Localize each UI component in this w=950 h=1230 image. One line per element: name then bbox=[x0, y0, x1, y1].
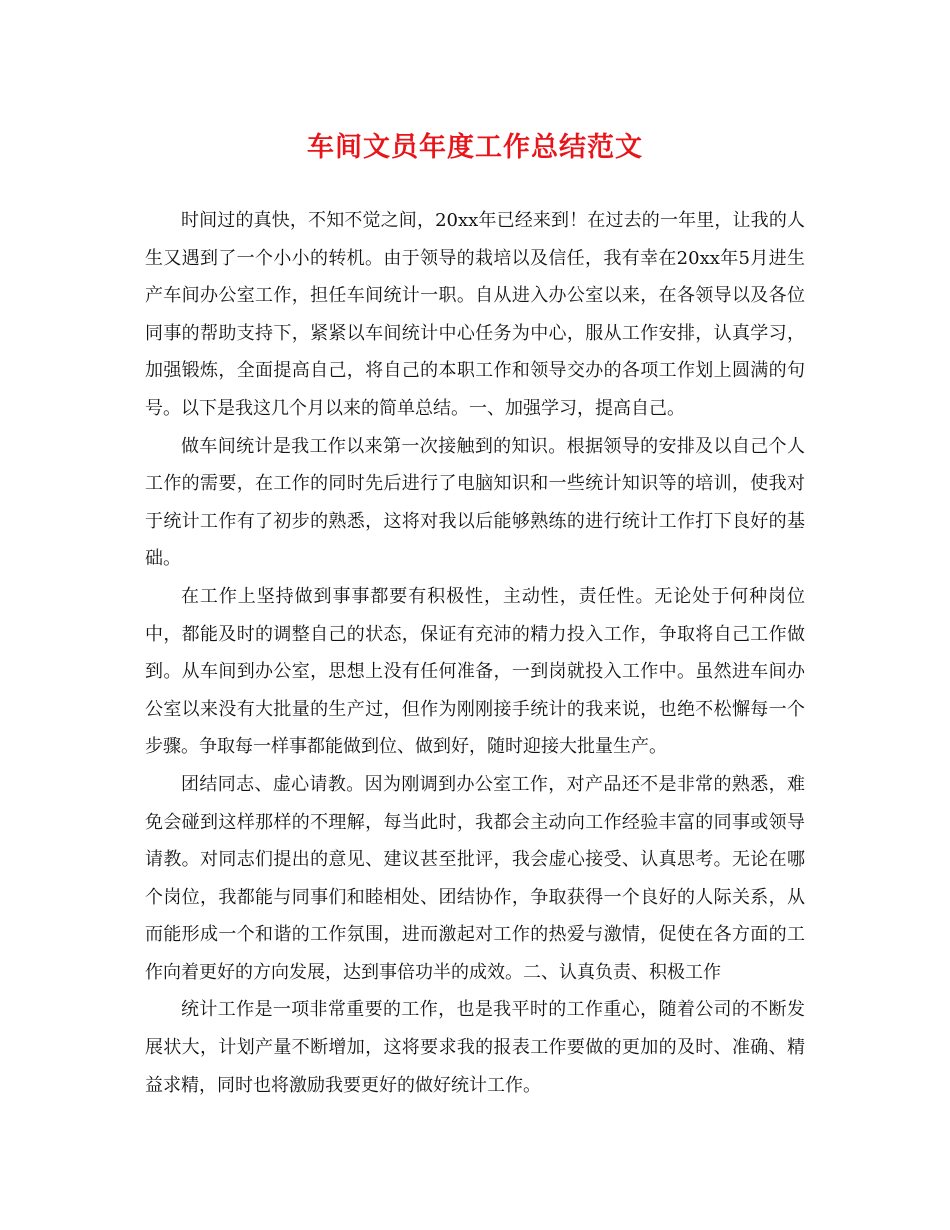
paragraph: 统计工作是一项非常重要的工作，也是我平时的工作重心，随着公司的不断发展状大，计划产量不断增加，这将要求我的报表工作要做的更加的及时、准确、精益求精，同时也将激励我要更好的做好统计工作。 bbox=[145, 999, 805, 1096]
document-body bbox=[145, 202, 805, 1104]
paragraph: 时间过的真快，不知不觉之间，20xx年已经来到！在过去的一年里，让我的人生又遇到了一个小小的转机。由于领导的栽培以及信任，我有幸在20xx年5月进生产车间办公室工作，担任车间统计一职。自从进入办公室以来，在各领导以及各位同事的帮助支持下，紧紧以车间统计中心任务为中心，服从工作安排，认真学习，加强锻炼，全面提高自己，将自己的本职工作和领导交办的各项工作划上圆满的句号。以下是我这几个月以来的简单总结。一、加强学习，提高自己。 bbox=[145, 210, 805, 419]
document-title: 车间文员年度工作总结范文 bbox=[307, 132, 643, 163]
paragraph: 在工作上坚持做到事事都要有积极性，主动性，责任性。无论处于何种岗位中，都能及时的调整自己的状态，保证有充沛的精力投入工作，争取将自己工作做到。从车间到办公室，思想上没有任何准备，一到岗就投入工作中。虽然进车间办公室以来没有大批量的生产过，但作为刚刚接手统计的我来说，也绝不松懈每一个步骤。争取每一样事都能做到位、做到好，随时迎接大批量生产。 bbox=[145, 585, 805, 758]
paragraph: 做车间统计是我工作以来第一次接触到的知识。根据领导的安排及以自己个人工作的需要，在工作的同时先后进行了电脑知识和一些统计知识等的培训，使我对于统计工作有了初步的熟悉，这将对我以后能够熟练的进行统计工作打下良好的基础。 bbox=[145, 435, 805, 570]
paragraph: 团结同志、虚心请教。因为刚调到办公室工作，对产品还不是非常的熟悉，难免会碰到这样那样的不理解，每当此时，我都会主动向工作经验丰富的同事或领导请教。对同志们提出的意见、建议甚至批评，我会虚心接受、认真思考。无论在哪个岗位，我都能与同事们和睦相处、团结协作，争取获得一个良好的人际关系，从而能形成一个和谐的工作氛围，进而激起对工作的热爱与激情，促使在各方面的工作向着更好的方向发展，达到事倍功半的成效。二、认真负责、积极工作 bbox=[145, 773, 805, 983]
